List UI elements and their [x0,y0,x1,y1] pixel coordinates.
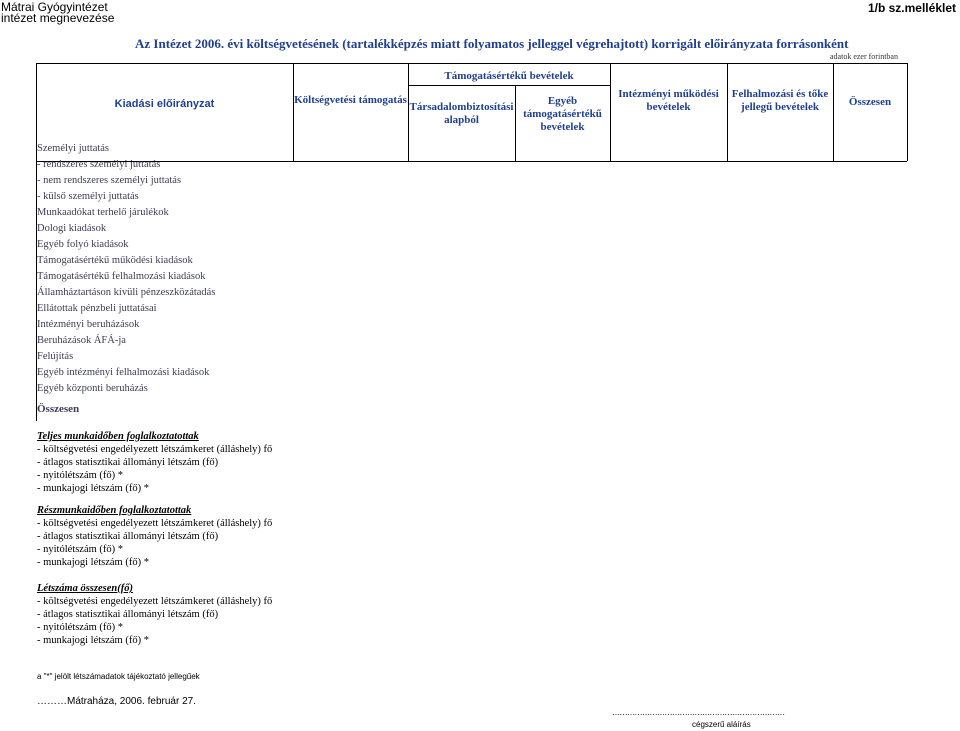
staff-block-title: Létszáma összesen(fő) [37,583,133,594]
row-label: Egyéb folyó kiadások [37,239,129,250]
staff-item: - átlagos statisztikai állományi létszám (fő) [37,609,219,620]
col-intezmenyi: Intézményi működési bevételek [618,88,719,113]
staff-item: - nyitólétszám (fő) * [37,622,124,633]
org-name: Mátrai Gyógyintézet [1,0,108,14]
signature-label: cégszerű aláírás [692,720,751,729]
row-label: - külső személyi juttatás [37,191,139,202]
staff-item: - munkajogi létszám (fő) * [37,557,149,568]
staff-item: - átlagos statisztikai állományi létszám (fő) [37,531,219,542]
row-label: Felújítás [37,351,74,362]
col-egyeb: Egyéb támogatásértékű bevételek [523,95,602,133]
staff-item: - átlagos statisztikai állományi létszám (fő) [37,457,219,468]
row-label: - rendszeres személyi juttatás [37,159,161,170]
org-label: intézet megnevezése [1,11,115,25]
row-label: Egyéb intézményi felhalmozási kiadások [37,367,210,378]
col-felhalmozasi: Felhalmozási és tőke jellegű bevételek [731,88,829,113]
row-label: Intézményi beruházások [37,319,140,330]
col-kiadasi: Kiadási előirányzat [114,98,215,110]
page-title: Az Intézet 2006. évi költségvetésének (tartalékképzés miatt folyamatos jelleggel végrehajtott) korrigált előirányzata forrásonként [135,36,849,51]
staff-item: - költségvetési engedélyezett létszámkeret (álláshely) fő [37,518,273,529]
row-label: Ellátottak pénzbeli juttatásai [37,303,157,314]
staff-block-title: Teljes munkaidőben foglalkoztatottak [37,431,199,442]
row-label: Dologi kiadások [37,223,107,234]
signature-line: …………………………………………………………… [612,708,785,717]
units-label: adatok ezer forintban [830,52,898,61]
row-label: Államháztartáson kívüli pénzeszközátadás [37,287,216,298]
staff-item: - munkajogi létszám (fő) * [37,483,149,494]
row-label: Személyi juttatás [37,143,110,154]
row-label: Egyéb központi beruházás [37,383,148,394]
attachment-label: 1/b sz.melléklet [867,1,956,15]
staff-item: - munkajogi létszám (fő) * [37,635,149,646]
row-label: - nem rendszeres személyi juttatás [37,175,182,186]
col-osszesen: Összesen [848,96,892,108]
staff-item: - nyitólétszám (fő) * [37,470,124,481]
row-label: Támogatásértékű működési kiadások [37,255,193,266]
col-tarsadalom: Társadalombiztosítási alapból [409,101,514,126]
staff-item: - nyitólétszám (fő) * [37,544,124,555]
row-label: Beruházások ÁFÁ-ja [37,335,126,346]
total-label: Összesen [37,403,80,415]
col-tamogatasertekutitle: Támogatásértékű bevételek [444,70,574,82]
row-label: Támogatásértékű felhalmozási kiadások [37,271,206,282]
place-date: ………Mátraháza, 2006. február 27. [37,696,196,707]
staff-item: - költségvetési engedélyezett létszámkeret (álláshely) fő [37,444,273,455]
staff-item: - költségvetési engedélyezett létszámkeret (álláshely) fő [37,596,273,607]
staff-block-title: Részmunkaidőben foglalkoztatottak [37,505,192,516]
row-label: Munkaadókat terhelő járulékok [37,207,169,218]
footnote: a "*" jelölt létszámadatok tájékoztató jellegűek [37,672,200,681]
col-koltsegvetesi: Költségvetési támogatás [294,94,407,106]
